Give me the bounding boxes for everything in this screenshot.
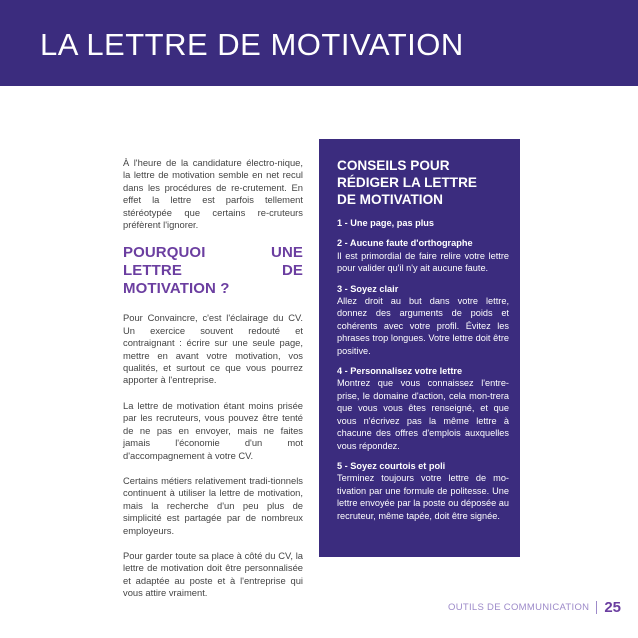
section-heading: POURQUOI UNE LETTRE DE MOTIVATION ? [123,244,303,298]
intro-paragraph: À l'heure de la candidature électro-nique, la lettre de motivation semble en net recul dans les procédures de re-crutement. En effet la lettre est parfois tellement stéréotypée que certains re-cruteurs préfèrent l'ignorer. [123,157,303,231]
page-footer [448,599,621,616]
tip-title: 4 - Personnalisez votre lettre [337,366,463,377]
tip-text: Montrez que vous connaissez l'entre-prise, le domaine d'action, cela mon-trera que vous vous êtes renseigné, et que vous n'écrivez pas la même lettre à chacune des offres d'emplois auxquelles vous répondez. [337,378,509,451]
tips-panel [319,139,520,557]
main-text-column [123,157,303,613]
tip-title: 1 - Une page, pas plus [337,218,435,228]
tip-item [337,365,509,452]
header-banner [0,0,638,86]
body-paragraph: Pour Convaincre, c'est l'éclairage du CV. Un exercice souvent redouté et contraignant : écrire sur une seule page, mettre en avant votre motivation, vos qualités, et surtout ce que vous pourrez apporter à l'entreprise. [123,312,303,386]
tip-title: 2 - Aucune faute d'orthographe [337,238,473,249]
tip-title: 5 - Soyez courtois et poli [337,460,446,471]
tip-item [337,283,509,357]
tip-item [337,460,509,522]
body-paragraph: La lettre de motivation étant moins prisée par les recruteurs, vous pouvez être tenté de ne pas en envoyer, mais ne faites jamais l'économie d'un mot d'accompagnement à votre CV. [123,399,303,461]
body-paragraph: Pour garder toute sa place à côté du CV, la lettre de motivation doit être personnalisée et adaptée au poste et à l'entreprise qui vous attire vraiment. [123,549,303,599]
page-title: LA LETTRE DE MOTIVATION [40,27,464,62]
body-paragraph: Certains métiers relativement tradi-tionnels continuent à utiliser la lettre de motivation, mais la recherche d'un peu plus de simplicité est partagée par de nombreux employeurs. [123,474,303,536]
tip-item [337,237,509,274]
tip-text: Terminez toujours votre lettre de mo-tivation par une formule de politesse. Une lettre envoyée par la poste ou déposée au recruteur, même tapée, doit être signée. [337,473,509,521]
tip-item [337,217,509,229]
tips-panel-title: CONSEILS POUR RÉDIGER LA LETTRE DE MOTIVATION [337,158,477,207]
footer-section-label: OUTILS DE COMMUNICATION [448,602,590,613]
tip-text: Allez droit au but dans votre lettre, donnez des arguments de poids et cohérents avec votre profil. Évitez les phrases trop longues. Votre lettre doit être positive. [337,296,509,356]
page-number: 25 [604,599,621,616]
footer-divider [596,601,597,614]
tip-text: Il est primordial de faire relire votre lettre pour valider qu'il n'y ait aucune faute. [337,250,509,274]
tip-title: 3 - Soyez clair [337,283,399,294]
